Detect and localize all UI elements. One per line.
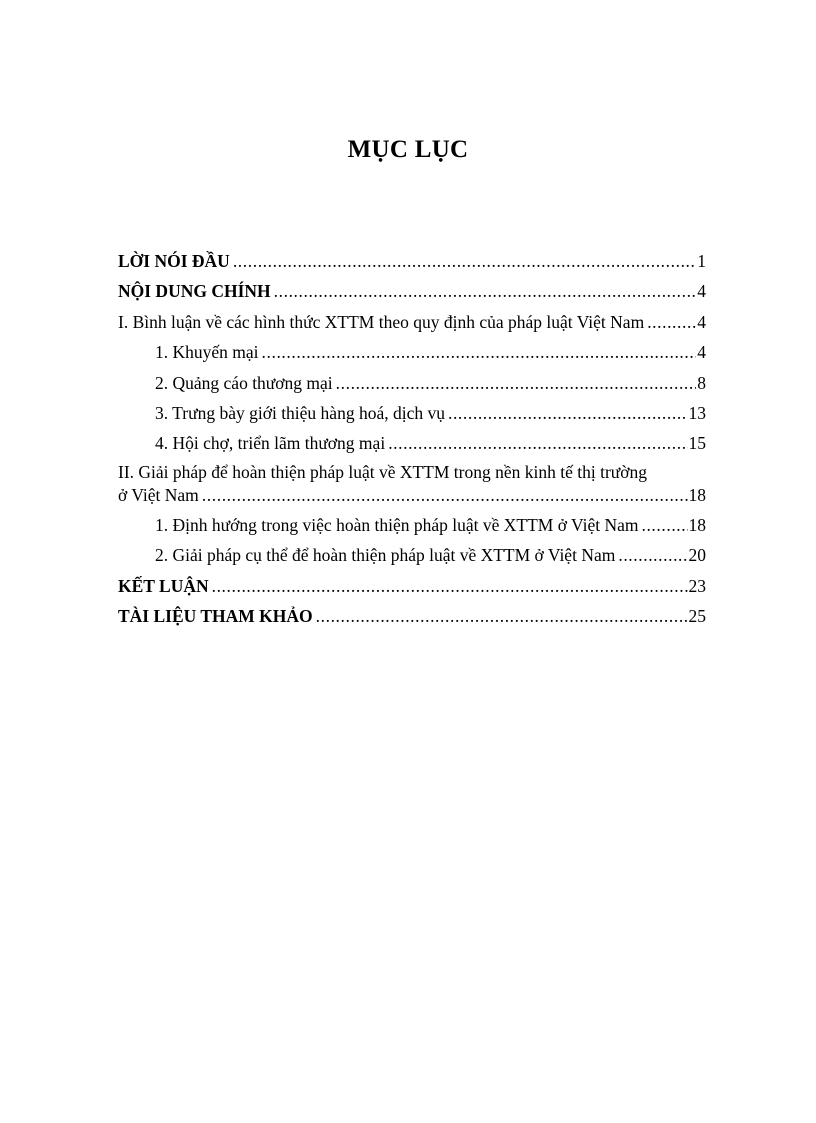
toc-page-number: 13 [688, 402, 706, 423]
toc-entry-tai-lieu-tham-khao[interactable] [118, 601, 706, 631]
toc-entry-label: 1. Khuyến mại [155, 342, 259, 363]
toc-entry-second-line [118, 483, 706, 507]
toc-leader-dots [388, 428, 687, 458]
toc-entry-label-line2: ở Việt Nam [118, 484, 199, 505]
toc-leader-dots [274, 276, 697, 306]
toc-leader-dots [233, 246, 696, 276]
toc-entry-1-4[interactable] [118, 428, 706, 458]
toc-page-number: 25 [688, 605, 706, 626]
toc-page-number: 8 [697, 372, 706, 393]
toc-entry-label: NỘI DUNG CHÍNH [118, 281, 271, 302]
toc-entry-section-1[interactable] [118, 307, 706, 337]
toc-leader-dots [336, 368, 697, 398]
toc-page-number: 23 [688, 575, 706, 596]
toc-entry-label: 3. Trưng bày giới thiệu hàng hoá, dịch vụ [155, 402, 445, 423]
toc-leader-dots [316, 601, 688, 631]
toc-entry-2-1[interactable] [118, 510, 706, 540]
toc-entry-2-2[interactable] [118, 540, 706, 570]
toc-page-number: 4 [697, 281, 706, 302]
toc-leader-dots [647, 307, 696, 337]
toc-entry-label: I. Bình luận về các hình thức XTTM theo quy định của pháp luật Việt Nam [118, 311, 645, 332]
toc-page-number: 15 [688, 433, 706, 454]
toc-entry-label: 4. Hội chợ, triển lãm thương mại [155, 433, 386, 454]
toc-page-number: 20 [688, 545, 706, 566]
toc-page-number: 1 [697, 251, 706, 271]
toc-entry-label: KẾT LUẬN [118, 575, 209, 596]
toc-leader-dots [202, 483, 688, 507]
toc-entry-1-3[interactable] [118, 398, 706, 428]
toc-entry-label: 1. Định hướng trong việc hoàn thiện pháp luật về XTTM ở Việt Nam [155, 514, 639, 535]
toc-entry-loi-noi-dau[interactable] [118, 246, 706, 276]
toc-entry-label: LỜI NÓI ĐẦU [118, 251, 230, 271]
toc-leader-dots [212, 571, 688, 601]
table-of-contents [118, 246, 706, 631]
toc-page-number: 4 [697, 342, 706, 363]
toc-leader-dots [641, 510, 687, 540]
toc-entry-ket-luan[interactable] [118, 571, 706, 601]
toc-leader-dots [262, 337, 697, 367]
toc-leader-dots [618, 540, 687, 570]
toc-entry-1-2[interactable] [118, 368, 706, 398]
toc-entry-label: 2. Quảng cáo thương mại [155, 372, 333, 393]
toc-entry-1-1[interactable] [118, 337, 706, 367]
toc-entry-noi-dung-chinh[interactable] [118, 276, 706, 306]
toc-page-number: 18 [688, 484, 706, 505]
toc-entry-label: TÀI LIỆU THAM KHẢO [118, 605, 313, 626]
page-title: MỤC LỤC [347, 136, 469, 163]
toc-entry-label-line1: II. Giải pháp để hoàn thiện pháp luật về XTTM trong nền kinh tế thị trường [118, 461, 648, 482]
toc-entry-section-2[interactable] [118, 461, 706, 507]
toc-entry-label: 2. Giải pháp cụ thể để hoàn thiện pháp luật về XTTM ở Việt Nam [155, 545, 616, 566]
toc-page-number: 18 [688, 514, 706, 535]
toc-page-number: 4 [697, 311, 706, 332]
toc-leader-dots [448, 398, 688, 428]
